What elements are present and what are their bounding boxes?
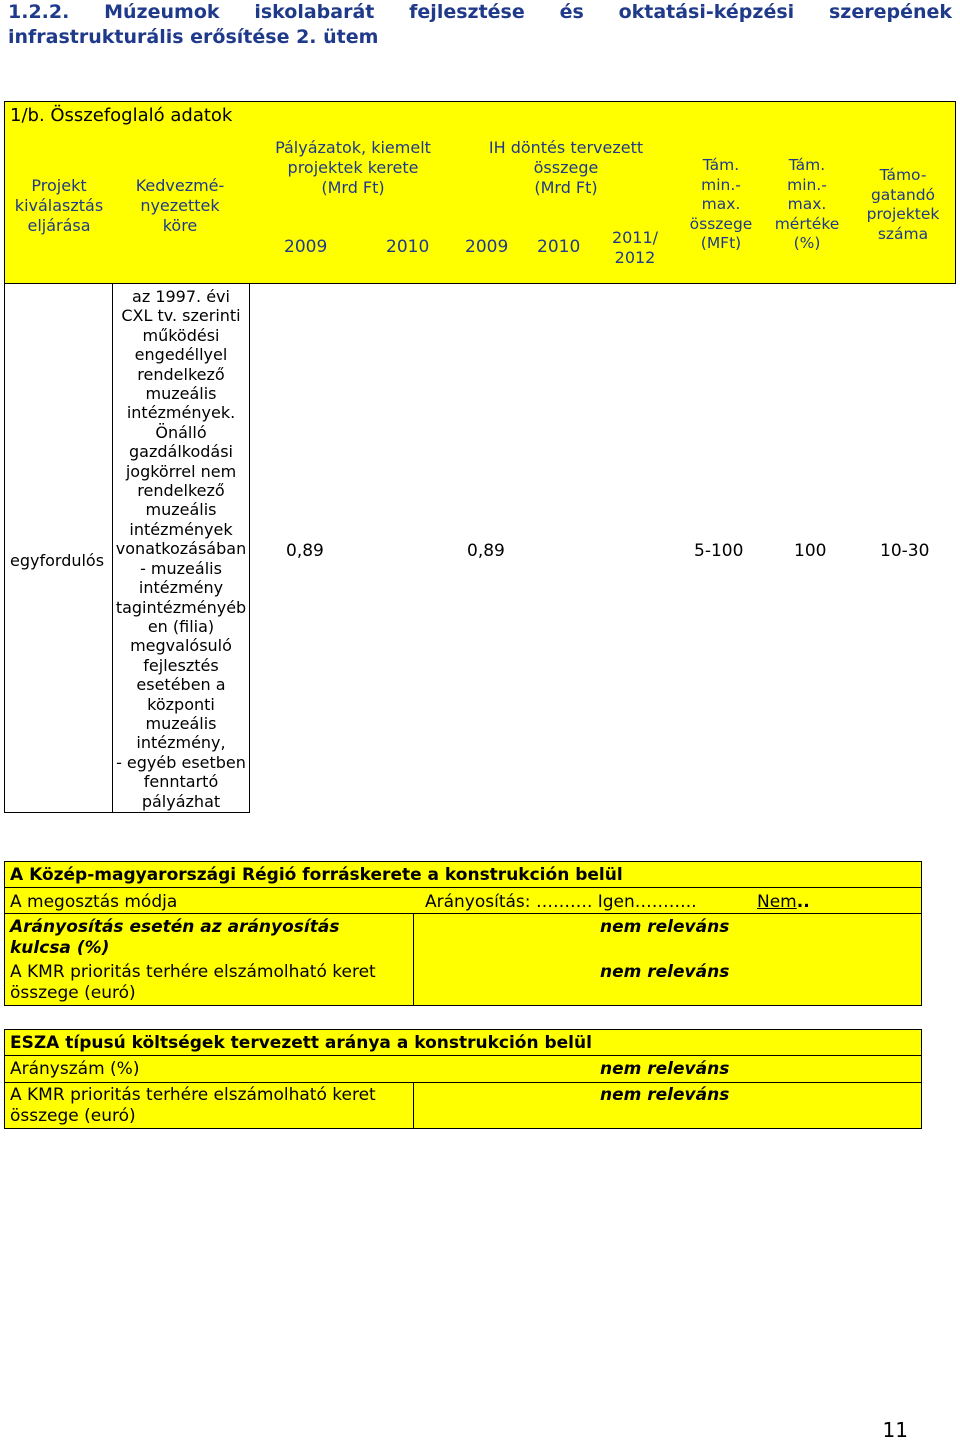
kore-line: Önálló — [155, 422, 207, 442]
header-year-2011-2012: 2011/ 2012 — [611, 228, 659, 267]
header-kedvezmenyezettek: Kedvezmé- nyezettek köre — [135, 176, 225, 235]
header-year-2010a: 2010 — [386, 237, 430, 257]
value-egyfordulos: egyfordulós — [10, 551, 105, 570]
header-tam-merteke: Tám. min.- max. mértéke (%) — [774, 156, 840, 252]
value-projektek-szama: 10-30 — [880, 541, 930, 561]
divider — [413, 1082, 414, 1128]
kore-line: - egyéb esetben — [116, 752, 246, 772]
heading-number: 1.2.2. — [8, 1, 70, 23]
heading-word: Múzeumok — [104, 1, 220, 23]
kore-line: tagintézményéb — [115, 597, 247, 617]
kmr-keret-value: nem releváns — [600, 962, 730, 982]
kore-line: megvalósuló — [130, 636, 232, 656]
value-ih-2009: 0,89 — [467, 541, 505, 561]
kore-line: muzeális — [145, 713, 217, 733]
section-heading — [8, 0, 952, 50]
kore-line: - muzeális — [140, 558, 222, 578]
regional-table-title: A Közép-magyarországi Régió forráskerete a konstrukción belül — [10, 865, 623, 885]
kore-line: gazdálkodási — [129, 442, 233, 462]
esza-kmr-label: A KMR prioritás terhére elszámolható keret összege (euró) — [10, 1085, 376, 1126]
aranyszam-label: Arányszám (%) — [10, 1059, 140, 1079]
kore-line: központi — [147, 694, 215, 714]
heading-line2: infrastrukturális erősítése 2. ütem — [8, 26, 379, 48]
kore-line: fejlesztés — [143, 655, 219, 675]
esza-table-title: ESZA típusú költségek tervezett aránya a konstrukción belül — [10, 1033, 592, 1053]
kmr-keret-label: A KMR prioritás terhére elszámolható keret összege (euró) — [10, 962, 376, 1003]
kore-line: muzeális — [145, 500, 217, 520]
header-projekt: Projekt kiválasztás eljárása — [14, 176, 104, 235]
kore-line: rendelkező — [137, 481, 225, 501]
aranyszam-value: nem releváns — [600, 1059, 730, 1079]
kore-line: intézmény, — [136, 733, 226, 753]
kore-line: pályázhat — [141, 791, 221, 811]
kore-line: fenntartó — [143, 772, 219, 792]
heading-word: és — [559, 1, 584, 23]
divider — [4, 1082, 922, 1083]
megosztas-label: A megosztás módja — [10, 892, 178, 912]
header-tam-osszege: Tám. min.- max. összege (MFt) — [689, 156, 753, 252]
header-tamogatando: Támo- gatandó projektek száma — [866, 166, 940, 243]
kore-line: engedéllyel — [134, 345, 228, 365]
megosztas-nem: Nem.. — [757, 892, 810, 912]
kore-line: en (filia) — [147, 616, 215, 636]
kore-line: intézmények. — [126, 403, 236, 423]
page-number: 11 — [882, 1418, 908, 1442]
divider — [4, 913, 922, 914]
cell-eljaras — [4, 283, 113, 813]
heading-word: szerepének — [828, 1, 952, 23]
divider — [4, 1055, 922, 1056]
value-keret-2009: 0,89 — [286, 541, 324, 561]
heading-word: iskolabarát — [254, 1, 375, 23]
divider — [4, 887, 922, 888]
value-tam-osszeg: 5-100 — [694, 541, 744, 561]
kore-line: vonatkozásában — [115, 539, 247, 559]
heading-word: fejlesztése — [409, 1, 525, 23]
header-year-2009a: 2009 — [284, 237, 328, 257]
kore-line: intézmények — [129, 519, 233, 539]
divider — [413, 913, 414, 1005]
kore-line: muzeális — [145, 384, 217, 404]
aranyositas-label: Arányosítás esetén az arányosítás kulcsa (%) — [10, 917, 340, 958]
header-year-2009b: 2009 — [465, 237, 509, 257]
summary-table-caption: 1/b. Összefoglaló adatok — [10, 105, 233, 126]
kore-description — [113, 287, 249, 811]
kore-line: az 1997. évi — [132, 287, 230, 306]
header-ih-dontes: IH döntés tervezett összege (Mrd Ft) — [488, 138, 644, 197]
kore-line: intézmény — [138, 578, 224, 598]
kore-line: működési — [142, 325, 220, 345]
header-palyazatok: Pályázatok, kiemelt projektek kerete (Mrd Ft) — [275, 138, 431, 197]
header-year-2010b: 2010 — [537, 237, 581, 257]
kore-line: CXL tv. szerinti — [121, 306, 241, 326]
value-tam-mertek: 100 — [794, 541, 827, 561]
kore-line: esetében a — [136, 675, 226, 695]
aranyositas-value: nem releváns — [600, 917, 730, 937]
megosztas-options: Arányosítás: ………. Igen……….. — [425, 892, 697, 912]
heading-word: oktatási-képzési — [618, 1, 795, 23]
kore-line: jogkörrel nem — [125, 461, 237, 481]
kore-line: rendelkező — [137, 364, 225, 384]
esza-kmr-value: nem releváns — [600, 1085, 730, 1105]
